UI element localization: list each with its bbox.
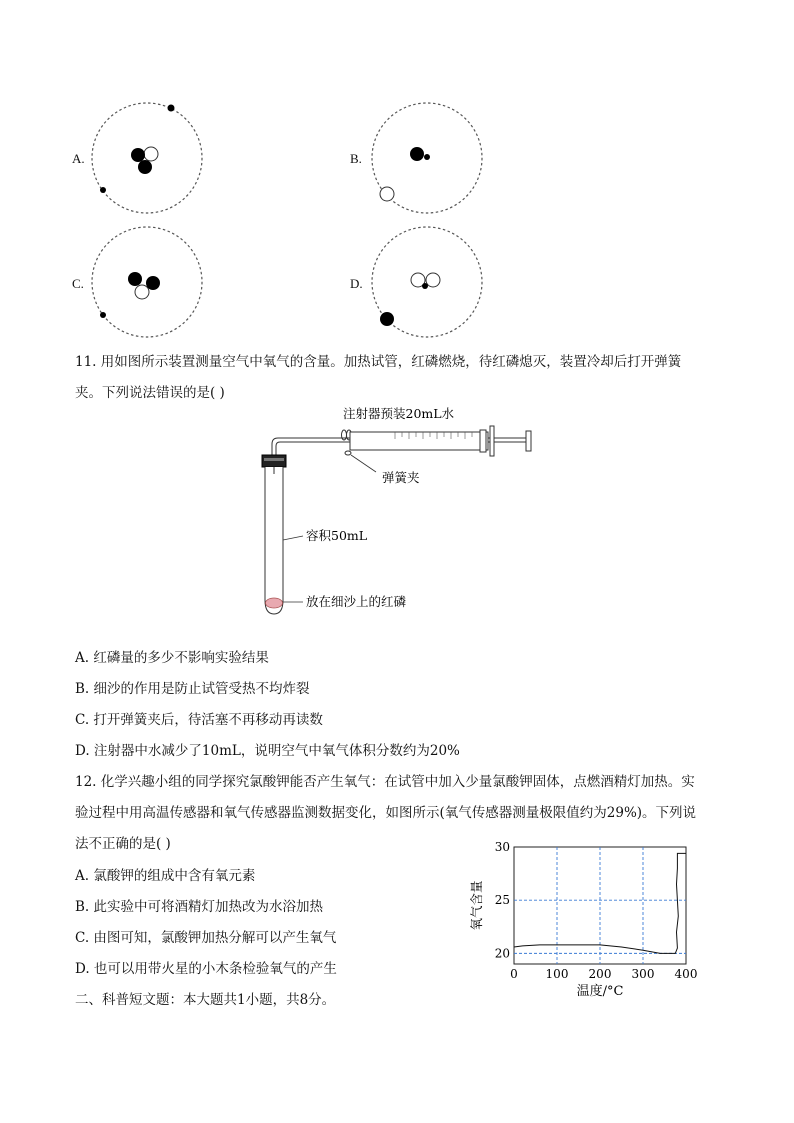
volume-label: 容积50mL [306,528,368,543]
q12-stem-line1: 12. 化学兴趣小组的同学探究氯酸钾能否产生氧气：在试管中加入少量氯酸钾固体，点燃酒精灯加热。实 [75,774,695,790]
x-tick-label: 400 [674,967,698,981]
q10-diagram-a [92,103,202,213]
oxygen-temperature-chart [464,836,704,1004]
q11-apparatus-figure [240,400,560,620]
q10-diagram-b [372,103,482,213]
section-2-heading: 二、科普短文题：本大题共1小题，共8分。 [75,992,336,1008]
q12-option-b: B. 此实验中可将酒精灯加热改为水浴加热 [75,899,324,915]
q11-option-b: B. 细沙的作用是防止试管受热不均炸裂 [75,681,310,697]
q11-stem-line1: 11. 用如图所示装置测量空气中氧气的含量。加热试管，红磷燃烧，待红磷熄灭，装置冷却后打开弹簧 [75,354,682,370]
x-tick-label: 0 [510,967,518,981]
q12-stem-line3: 法不正确的是( ) [75,836,171,852]
q12-option-c: C. 由图可知，氯酸钾加热分解可以产生氧气 [75,930,337,946]
q10-diagram-c [92,227,202,337]
x-tick-label: 100 [545,967,569,981]
y-axis-label: 氧气含量 [469,880,484,931]
x-axis-label: 温度/°C [576,984,624,999]
syringe-label: 注射器预装20mL水 [343,406,455,421]
q10-atom-diagrams [0,0,794,340]
q10-option-c-label: C. [72,276,84,291]
q11-stem-line2: 夹。下列说法错误的是( ) [75,385,225,401]
y-tick-label: 30 [494,840,510,854]
q12-option-a: A. 氯酸钾的组成中含有氧元素 [75,868,256,884]
phosphorus-label: 放在细沙上的红磷 [306,594,407,609]
q10-option-d-label: D. [350,276,363,291]
q11-option-d: D. 注射器中水减少了10mL，说明空气中氧气体积分数约为20% [75,743,460,759]
y-tick-label: 25 [494,893,510,908]
clamp-label: 弹簧夹 [382,470,420,485]
x-tick-label: 200 [588,967,612,981]
q10-diagram-d [372,227,482,337]
q10-option-a-label: A. [72,151,85,166]
x-tick-label: 300 [631,967,655,981]
q10-option-b-label: B. [350,151,362,166]
q12-stem-line2: 验过程中用高温传感器和氧气传感器监测数据变化，如图所示(氧气传感器测量极限值约为29%)。下列说 [75,805,697,821]
q11-option-c: C. 打开弹簧夹后，待活塞不再移动再读数 [75,712,323,728]
q12-option-d: D. 也可以用带火星的小木条检验氧气的产生 [75,961,337,977]
q11-option-a: A. 红磷量的多少不影响实验结果 [75,650,269,666]
y-tick-label: 20 [494,946,510,961]
